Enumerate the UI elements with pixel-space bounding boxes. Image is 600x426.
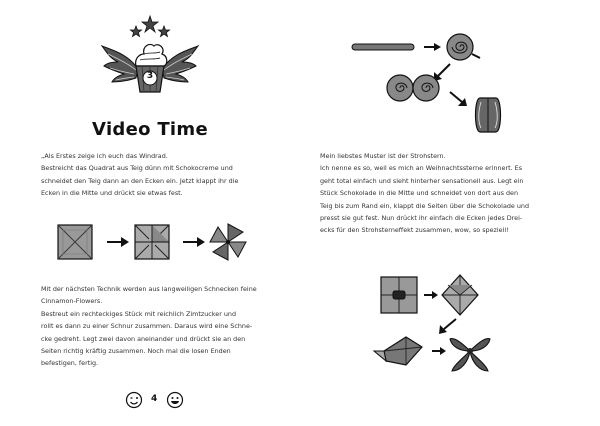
page-title: Video Time bbox=[92, 119, 208, 140]
strohstern-steps-illustration bbox=[378, 267, 508, 387]
strohstern-icon bbox=[450, 339, 490, 371]
text-line: Bestreut ein rechteckiges Stück mit reichlich Zimtzucker und bbox=[41, 309, 237, 318]
dough-rope-icon bbox=[352, 44, 414, 50]
text-line: Ich nenne es so, weil es mich an Weihnachtssterne erinnert. Es bbox=[320, 164, 523, 173]
page-number: 4 bbox=[151, 394, 158, 404]
wink-smiley-icon bbox=[125, 391, 143, 409]
text-line: Seiten richtig kräftig zusammen. Noch mal die losen Enden bbox=[41, 347, 231, 356]
star-shape-icon bbox=[374, 337, 422, 365]
text-line: ecks für den Strohsterneffekt zusammen, wow, so speziell! bbox=[320, 226, 509, 235]
cinnamon-flower-steps-illustration bbox=[350, 28, 520, 138]
cut-square-icon bbox=[135, 225, 169, 259]
double-snail-icon bbox=[387, 75, 439, 101]
text-line: Stück Schokolade in die Mitte und schneidet von dort aus den bbox=[320, 189, 519, 198]
pinwheel-icon bbox=[210, 224, 246, 260]
technique-paragraph bbox=[41, 283, 257, 370]
snail-roll-icon bbox=[447, 34, 480, 60]
text-line: presst sie gut fest. Nun drückt ihr einfach die Ecken jedes Drei- bbox=[320, 214, 523, 223]
pressed-flower-icon bbox=[476, 98, 501, 132]
strohstern-paragraph bbox=[320, 150, 529, 237]
text-line: Mein liebstes Muster ist der Strohstern. bbox=[320, 152, 446, 160]
text-line: „Als Erstes zeige ich euch das Windrad. bbox=[41, 152, 168, 160]
badge-number: 3 bbox=[146, 71, 154, 81]
text-line: befestigen, fertig. bbox=[41, 359, 99, 368]
dough-square-icon bbox=[58, 225, 92, 259]
winged-cupcake-badge-icon bbox=[100, 14, 200, 104]
text-line: schneidet den Teig dann an den Ecken ein. Jetzt klappt ihr die bbox=[41, 176, 239, 185]
text-line: Bestreicht das Quadrat aus Teig dünn mit Schokocreme und bbox=[41, 164, 233, 173]
text-line: cke gedreht. Legt zwei davon aneinander und drückt sie an den bbox=[41, 334, 246, 343]
text-line: Teig bis zum Rand ein, klappt die Seiten über die Schokolade und bbox=[320, 201, 530, 210]
text-line: Ecken in die Mitte und drückt sie etwas fest. bbox=[41, 189, 183, 198]
folded-sides-icon bbox=[442, 275, 478, 315]
text-line: geht total einfach und sieht hinterher sensationell aus. Legt ein bbox=[320, 176, 524, 185]
text-line: rollt es dann zu einer Schnur zusammen. Daraus wird eine Schne- bbox=[41, 322, 253, 331]
square-with-chocolate-icon bbox=[381, 277, 417, 313]
text-line: Mit der nächsten Technik werden aus langweiligen Schnecken feine bbox=[41, 285, 257, 293]
grin-smiley-icon bbox=[166, 391, 184, 409]
text-line: Cinnamon-Flowers. bbox=[41, 297, 103, 306]
intro-paragraph bbox=[41, 150, 238, 200]
right-page bbox=[300, 0, 600, 426]
windmill-steps-illustration bbox=[55, 222, 255, 262]
